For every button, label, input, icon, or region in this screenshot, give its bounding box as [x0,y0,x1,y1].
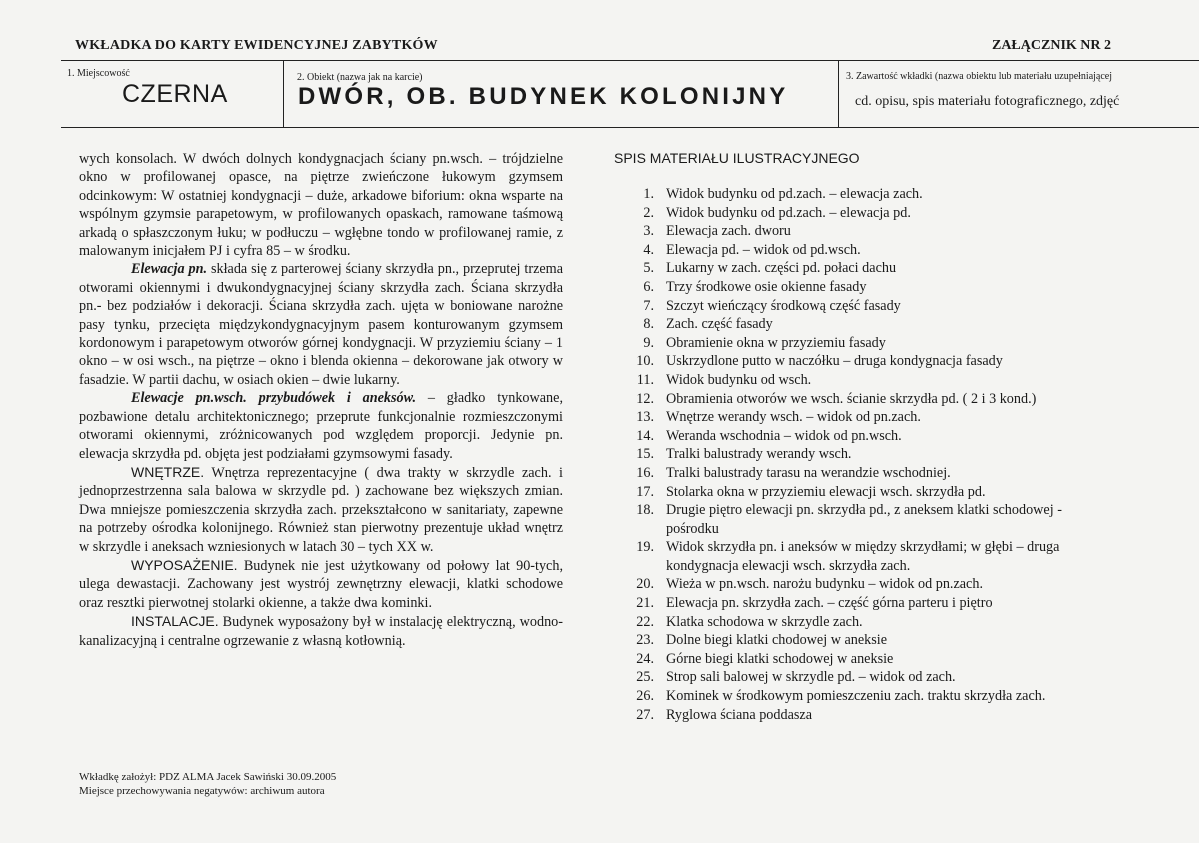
list-item-text: Lukarny w zach. części pd. połaci dachu [666,260,897,277]
list-item [620,390,1100,409]
list-item-number: 25. [636,669,654,686]
list-item-number: 7. [643,297,654,314]
list-item [620,352,1100,371]
field-1-label: 1. Miejscowość [67,68,130,79]
list-item-text: Elewacja zach. dworu [666,223,791,240]
list-item-number: 20. [636,576,654,593]
description-paragraph [79,463,563,556]
list-item-number: 8. [643,316,654,333]
field-3-value: cd. opisu, spis materiału fotograficznego, zdjęć [855,94,1120,109]
list-item-text: Kominek w środkowym pomieszczeniu zach. traktu skrzydła zach. [666,688,1046,705]
list-item [620,464,1100,483]
list-item [620,687,1100,706]
list-item-number: 2. [643,204,654,221]
list-item-text: Klatka schodowa w skrzydle zach. [666,613,863,630]
list-item-number: 9. [643,334,654,351]
list-item [620,222,1100,241]
list-item-number: 15. [636,446,654,463]
list-item-number: 19. [636,539,654,556]
field-2-value: DWÓR, OB. BUDYNEK KOLONIJNY [298,83,789,110]
field-1-value: CZERNA [122,80,228,108]
list-item-number: 13. [636,409,654,426]
list-item-text: Trzy środkowe osie okienne fasady [666,278,867,295]
list-item-number: 14. [636,427,654,444]
list-item-text: Stolarka okna w przyziemiu elewacji wsch. skrzydła pd. [666,483,986,500]
list-item-text: Tralki balustrady tarasu na werandzie wschodniej. [666,464,951,481]
description-column [79,150,563,650]
list-item-text: Elewacja pn. skrzydła zach. – część górna parteru i piętro [666,595,993,612]
paragraph-body: Budynek nie jest użytkowany od połowy lat 90-tych, ulega dewastacji. Zachowany jest wystrój zewnętrzny elewacji, klatki schodowe oraz resztki pierwotnej stolarki okienne, a także dwa kominki. [79,557,563,611]
header-title: WKŁADKA DO KARTY EWIDENCYJNEJ ZABYTKÓW [75,38,438,53]
header-attachment-number: ZAŁĄCZNIK NR 2 [991,38,1111,53]
list-item [620,204,1100,223]
illustration-list-title: SPIS MATERIAŁU ILUSTRACYJNEGO [614,150,860,166]
list-item-number: 12. [636,390,654,407]
footer-author: Wkładkę założył: PDZ ALMA Jacek Sawiński 30.09.2005 [79,771,337,783]
list-item [620,483,1100,502]
list-item [620,241,1100,260]
list-item [620,538,1100,575]
list-item [620,613,1100,632]
paragraph-heading: WYPOSAŻENIE. [131,556,238,573]
list-item-number: 23. [636,632,654,649]
list-item-text: Dolne biegi klatki chodowej w aneksie [666,632,888,649]
list-item-number: 17. [636,483,654,500]
description-paragraph: wych konsolach. W dwóch dolnych kondygnacjach ściany pn.wsch. – trójdzielne okno w profilowanej opasce, na piętrze zwieńczone łukowym gzymsem odcinkowym: W ostatniej kondygnacji – duże, arkadowe biforium: okna wsparte na wspólnym gzymsie parapetowym, w profilowanych opaskach, ramowane taśmową arkadą o spłaszczonym łuku; w podłuczu – wgłębne tondo w profilowanej ramie, z malowanym inicjałem PJ i cyfra 85 – w środku. [79,151,563,260]
list-item [620,334,1100,353]
list-item [620,297,1100,316]
list-item [620,501,1100,538]
paragraph-body: Wnętrza reprezentacyjne ( dwa trakty w skrzydle zach. i jednoprzestrzenna sala balowa w skrzydle pd. ) zachowane bez większych zmian. Dwa mniejsze pomieszczenia skrzydła zach. przekształcono w sanitariaty, zapewne na potrzeby ośrodka kolonijnego. Również stan pierwotny prezentuje układ wnętrz w skrzydle i aneksach wzniesionych w latach 30 – tych XX w. [79,464,563,555]
paragraph-heading: WNĘTRZE. [131,463,205,480]
list-item-number: 26. [636,688,654,705]
field-divider-2 [838,60,839,128]
paragraph-body: składa się z parterowej ściany skrzydła pn., przeprutej trzema otworami okiennymi i dwukondygnacyjnej ściany skrzydła zach. Ściana skrzydła pn.- bez podziałów i dekoracji. Ściana skrzydła zach. ujęta w boniowane narożne pasy tynku, przecięta międzykondygnacyjnym pasem konturowanym gzymsem kordonowym i parapetowym otworów górnej kondygnacji. W przyziemiu ściany – 1 okno – w osi wsch., na piętrze – okno i blenda okienna – dekorowane jak otwory w fasadzie. W partii dachu, w osiach okien – dwie lukarny. [79,261,563,388]
list-item [620,706,1100,725]
list-item-number: 4. [643,241,654,258]
list-item-text: Tralki balustrady werandy wsch. [666,446,852,463]
list-item [620,185,1100,204]
list-item-number: 16. [636,464,654,481]
list-item-number: 27. [636,706,654,723]
footer [79,770,336,798]
list-item [620,575,1100,594]
list-item [620,631,1100,650]
list-item [620,408,1100,427]
list-item-text: Wnętrze werandy wsch. – widok od pn.zach. [666,409,921,426]
field-divider-1 [283,60,284,128]
list-item [620,594,1100,613]
list-item-number: 3. [643,223,654,240]
list-item-text: Wieża w pn.wsch. narożu budynku – widok od pn.zach. [666,576,983,593]
paragraph-heading: Elewacja pn. [131,261,208,278]
paragraph-body: Budynek wyposażony był w instalację elektryczną, wodno-kanalizacyjną i centralne ogrzewanie z własną kotłownią. [79,614,563,649]
paragraph-heading: Elewacje pn.wsch. przybudówek i aneksów. [131,390,417,407]
description-paragraph [79,260,563,389]
list-item-text: Zach. część fasady [666,316,773,333]
list-item-number: 11. [636,371,654,388]
list-item [620,668,1100,687]
list-item-number: 6. [643,278,654,295]
description-paragraph [79,389,563,463]
description-paragraph [79,556,563,612]
field-3-label: 3. Zawartość wkładki (nazwa obiektu lub materiału uzupełniającej [846,71,1113,82]
list-item-number: 5. [643,260,654,277]
paragraph-body: – gładko tynkowane, pozbawione detalu architektonicznego; przeprute funkcjonalnie rozmieszczonymi otworami okiennymi, zróżnicowanych pod względem proporcji. Jedynie pn. elewacja skrzydła pd. objęta jest podziałami gzymsowymi fasady. [79,390,563,462]
list-item-number: 10. [636,353,654,370]
list-item-text: Uskrzydlone putto w naczółku – druga kondygnacja fasady [666,353,1003,370]
list-item-text: Ryglowa ściana poddasza [666,706,812,723]
list-item-number: 22. [636,613,654,630]
list-item-text: Widok budynku od pd.zach. – elewacja pd. [666,204,911,221]
illustration-list [620,185,1100,724]
list-item-text: Strop sali balowej w skrzydle pd. – widok od zach. [666,669,956,686]
list-item-text: Obramienia otworów we wsch. ścianie skrzydła pd. ( 2 i 3 kond.) [666,390,1037,407]
list-item [620,445,1100,464]
description-paragraph [79,612,563,650]
list-item-number: 18. [636,502,654,519]
list-item-text: Obramienie okna w przyziemiu fasady [666,334,886,351]
list-item-text: Górne biegi klatki schodowej w aneksie [666,650,894,667]
paragraph-heading: INSTALACJE. [131,613,219,630]
list-item-text: Szczyt wieńczący środkową część fasady [666,297,901,314]
list-item [620,650,1100,669]
list-item [620,427,1100,446]
list-item-number: 1. [643,186,654,202]
footer-negatives-location: Miejsce przechowywania negatywów: archiwum autora [79,785,325,797]
list-item-text: Widok skrzydła pn. i aneksów w między skrzydłami; w głębi – druga kondygnacja elewacji wsch. skrzydła zach. [666,539,1060,574]
list-item-text: Weranda wschodnia – widok od pn.wsch. [666,427,902,444]
list-item-text: Widok budynku od pd.zach. – elewacja zach. [666,186,923,202]
list-item-text: Widok budynku od wsch. [666,371,812,388]
list-item [620,371,1100,390]
field-2-label: 2. Obiekt (nazwa jak na karcie) [297,72,423,83]
list-item [620,315,1100,334]
list-item-number: 21. [636,595,654,612]
list-item [620,259,1100,278]
list-item [620,278,1100,297]
list-item-text: Elewacja pd. – widok od pd.wsch. [666,241,861,258]
list-item-text: Drugie piętro elewacji pn. skrzydła pd., z aneksem klatki schodowej - pośrodku [666,502,1062,537]
list-item-number: 24. [636,650,654,667]
